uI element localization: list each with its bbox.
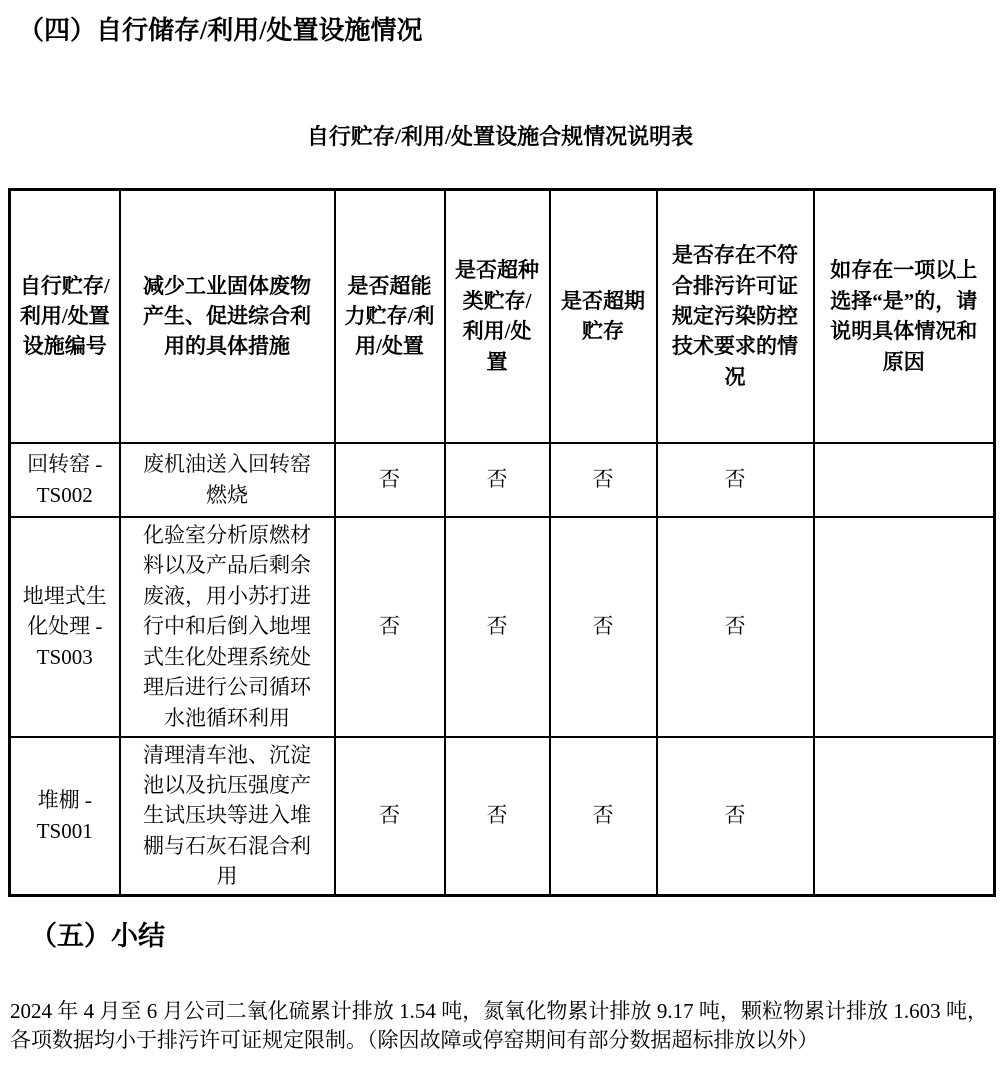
- header-facility-id: 自行贮存/利用/处置设施编号: [10, 190, 120, 443]
- summary-paragraph: 2024 年 4 月至 6 月公司二氧化硫累计排放 1.54 吨，氮氧化物累计排放 9.17 吨，颗粒物累计排放 1.603 吨，各项数据均小于排污许可证规定限制。（除因故障或停窑期间有部分数据超标排放以外）: [10, 999, 988, 1052]
- header-over-period: 是否超期贮存: [550, 190, 657, 443]
- cell-measures: 废机油送入回转窑燃烧: [120, 443, 335, 517]
- cell-facility-id: 地埋式生化处理 - TS003: [10, 517, 120, 737]
- cell-over-period: 否: [550, 443, 657, 517]
- cell-over-capacity: 否: [335, 517, 445, 737]
- cell-explanation: [814, 517, 995, 737]
- table-row: [10, 517, 995, 737]
- cell-non-compliance: 否: [657, 443, 814, 517]
- header-measures: 减少工业固体废物产生、促进综合利用的具体措施: [120, 190, 335, 443]
- cell-over-category: 否: [445, 517, 550, 737]
- table-row: [10, 443, 995, 517]
- cell-non-compliance: 否: [657, 737, 814, 896]
- section-5-heading: （五）小结: [30, 921, 165, 951]
- cell-over-period: 否: [550, 737, 657, 896]
- cell-non-compliance: 否: [657, 517, 814, 737]
- cell-over-capacity: 否: [335, 737, 445, 896]
- cell-facility-id: 堆棚 - TS001: [10, 737, 120, 896]
- cell-measures: 清理清车池、沉淀池以及抗压强度产生试压块等进入堆棚与石灰石混合利用: [120, 737, 335, 896]
- cell-over-category: 否: [445, 443, 550, 517]
- table-title: 自行贮存/利用/处置设施合规情况说明表: [306, 124, 694, 149]
- header-over-capacity: 是否超能力贮存/利用/处置: [335, 190, 445, 443]
- table-header-row: [10, 190, 995, 443]
- cell-over-period: 否: [550, 517, 657, 737]
- table-row: [10, 737, 995, 896]
- cell-explanation: [814, 443, 995, 517]
- header-non-compliance: 是否存在不符合排污许可证规定污染防控技术要求的情况: [657, 190, 814, 443]
- cell-over-capacity: 否: [335, 443, 445, 517]
- cell-measures: 化验室分析原燃材料以及产品后剩余废液，用小苏打进行中和后倒入地埋式生化处理系统处理后进行公司循环水池循环利用: [120, 517, 335, 737]
- section-4-heading: （四）自行储存/利用/处置设施情况: [18, 16, 423, 45]
- cell-explanation: [814, 737, 995, 896]
- header-explanation: 如存在一项以上选择“是”的，请说明具体情况和原因: [814, 190, 995, 443]
- cell-facility-id: 回转窑 - TS002: [10, 443, 120, 517]
- compliance-table: [8, 188, 996, 897]
- header-over-category: 是否超种类贮存/利用/处置: [445, 190, 550, 443]
- cell-over-category: 否: [445, 737, 550, 896]
